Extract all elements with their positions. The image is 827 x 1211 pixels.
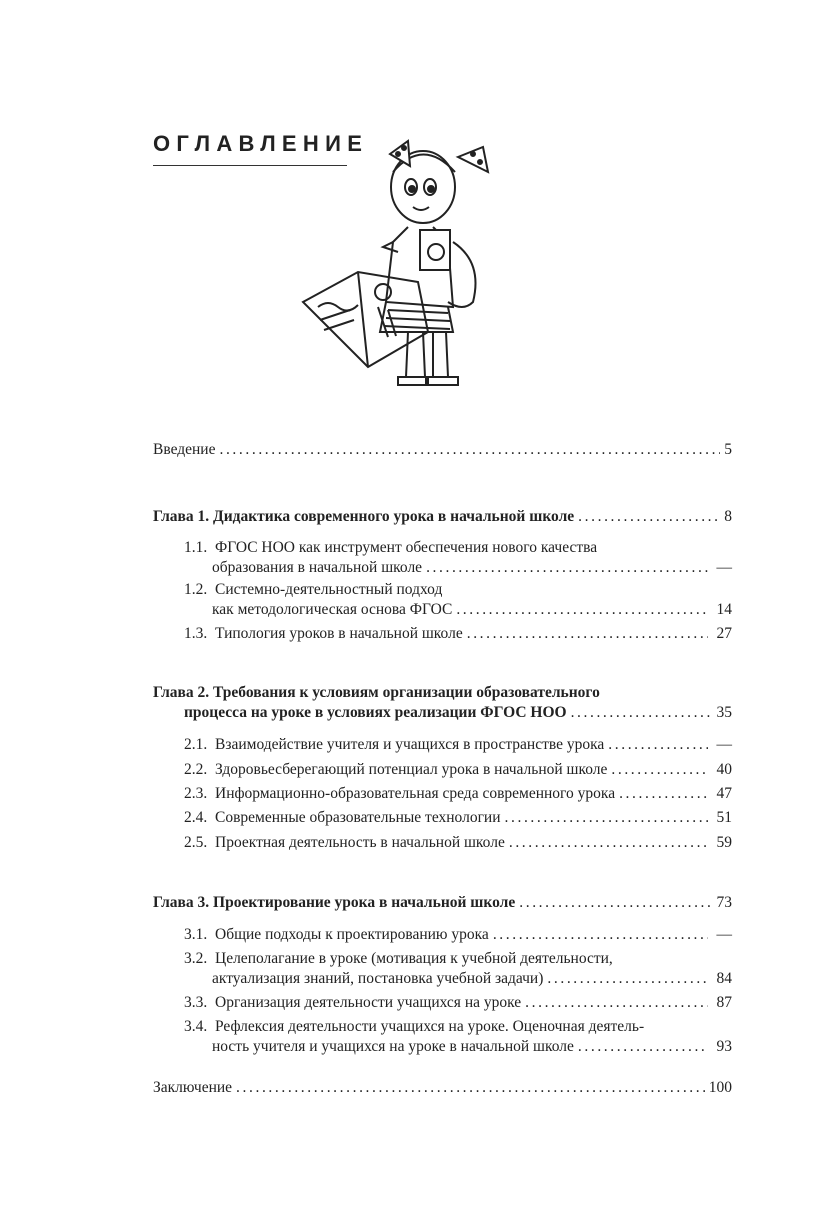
dot-leader [608, 735, 708, 755]
toc-page: 27 [716, 625, 732, 642]
section-number: 3.2. [184, 950, 208, 967]
toc-page: — [716, 926, 732, 943]
toc-chapter-3[interactable] [153, 893, 732, 913]
toc-section-2-3[interactable] [153, 784, 732, 804]
toc-title: ность учителя и учащихся на уроке в начальной школе [212, 1038, 574, 1055]
dot-leader [525, 993, 708, 1013]
toc-title: Организация деятельности учащихся на уроке [215, 994, 522, 1011]
toc-section-2-1[interactable] [153, 735, 732, 755]
dot-leader [611, 760, 708, 780]
dot-leader [505, 808, 708, 828]
toc-title: Проектная деятельность в начальной школе [215, 834, 505, 851]
section-number: 3.3. [184, 994, 208, 1011]
toc-section-3-3[interactable] [153, 993, 732, 1013]
girl-with-book-illustration [298, 132, 513, 397]
toc-page: 73 [716, 894, 732, 911]
dot-leader [426, 558, 708, 578]
toc-title: процесса на уроке в условиях реализации ФГОС НОО [184, 704, 567, 721]
toc-page: — [716, 736, 732, 753]
toc-section-2-5[interactable] [153, 833, 732, 853]
section-number: 2.3. [184, 785, 208, 802]
toc-page: 14 [716, 601, 732, 618]
toc-section-3-1[interactable] [153, 925, 732, 945]
toc-chapter-1[interactable] [153, 507, 732, 527]
toc-title: Системно-деятельностный подход [215, 581, 443, 598]
dot-leader [578, 1037, 708, 1057]
toc-section-3-2[interactable] [153, 949, 732, 989]
toc-entry-intro[interactable] [153, 440, 732, 460]
dot-leader [509, 833, 708, 853]
dot-leader [236, 1078, 705, 1098]
toc-section-1-3[interactable] [153, 624, 732, 644]
toc-title: Глава 3. Проектирование урока в начальной школе [153, 894, 516, 911]
toc-title: Здоровьесберегающий потенциал урока в начальной школе [215, 761, 608, 778]
section-number: 1.2. [184, 581, 208, 598]
section-number: 1.3. [184, 625, 208, 642]
dot-leader [467, 624, 708, 644]
section-number: 2.1. [184, 736, 208, 753]
dot-leader [456, 600, 708, 620]
toc-section-2-2[interactable] [153, 760, 732, 780]
toc-page: 35 [716, 704, 732, 721]
toc-page: 8 [724, 508, 732, 525]
section-number: 2.2. [184, 761, 208, 778]
toc-title: Типология уроков в начальной школе [215, 625, 463, 642]
toc-title: Глава 1. Дидактика современного урока в начальной школе [153, 508, 575, 525]
toc-page: 5 [724, 441, 732, 458]
dot-leader [619, 784, 708, 804]
toc-title: Введение [153, 441, 216, 458]
toc-page: 100 [708, 1079, 732, 1096]
toc-title: как методологическая основа ФГОС [212, 601, 453, 618]
section-number: 3.1. [184, 926, 208, 943]
toc-chapter-2[interactable] [153, 683, 732, 723]
section-number: 1.1. [184, 539, 208, 556]
page-heading: ОГЛАВЛЕНИЕ [153, 131, 369, 156]
section-number: 3.4. [184, 1018, 208, 1035]
toc-page: 93 [716, 1038, 732, 1055]
toc-section-2-4[interactable] [153, 808, 732, 828]
toc-page: 87 [716, 994, 732, 1011]
toc-title: Заключение [153, 1079, 233, 1096]
dot-leader [219, 440, 720, 460]
toc-page: 51 [716, 809, 732, 826]
section-number: 2.4. [184, 809, 208, 826]
dot-leader [519, 893, 712, 913]
toc-title: образования в начальной школе [212, 559, 423, 576]
toc-title: Взаимодействие учителя и учащихся в пространстве урока [215, 736, 605, 753]
toc-page: 84 [716, 970, 732, 987]
dot-leader [547, 969, 708, 989]
toc-page: 59 [716, 834, 732, 851]
toc-page: 47 [716, 785, 732, 802]
dot-leader [493, 925, 708, 945]
toc-section-1-1[interactable] [153, 538, 732, 578]
toc-title: Общие подходы к проектированию урока [215, 926, 489, 943]
toc-page: — [716, 559, 732, 576]
section-number: 2.5. [184, 834, 208, 851]
toc-title: Глава 2. Требования к условиям организации образовательного [153, 684, 600, 701]
dot-leader [571, 703, 713, 723]
toc-entry-conclusion[interactable] [153, 1078, 732, 1098]
toc-title: ФГОС НОО как инструмент обеспечения нового качества [215, 539, 598, 556]
toc-title: Информационно-образовательная среда современного урока [215, 785, 616, 802]
toc-section-3-4[interactable] [153, 1017, 732, 1057]
dot-leader [578, 507, 720, 527]
toc-title: Современные образовательные технологии [215, 809, 501, 826]
toc-title: Целеполагание в уроке (мотивация к учебной деятельности, [215, 950, 613, 967]
toc-page: 40 [716, 761, 732, 778]
toc-title: Рефлексия деятельности учащихся на уроке. Оценочная деятель- [215, 1018, 645, 1035]
toc-section-1-2[interactable] [153, 580, 732, 620]
toc-title: актуализация знаний, постановка учебной задачи) [212, 970, 544, 987]
